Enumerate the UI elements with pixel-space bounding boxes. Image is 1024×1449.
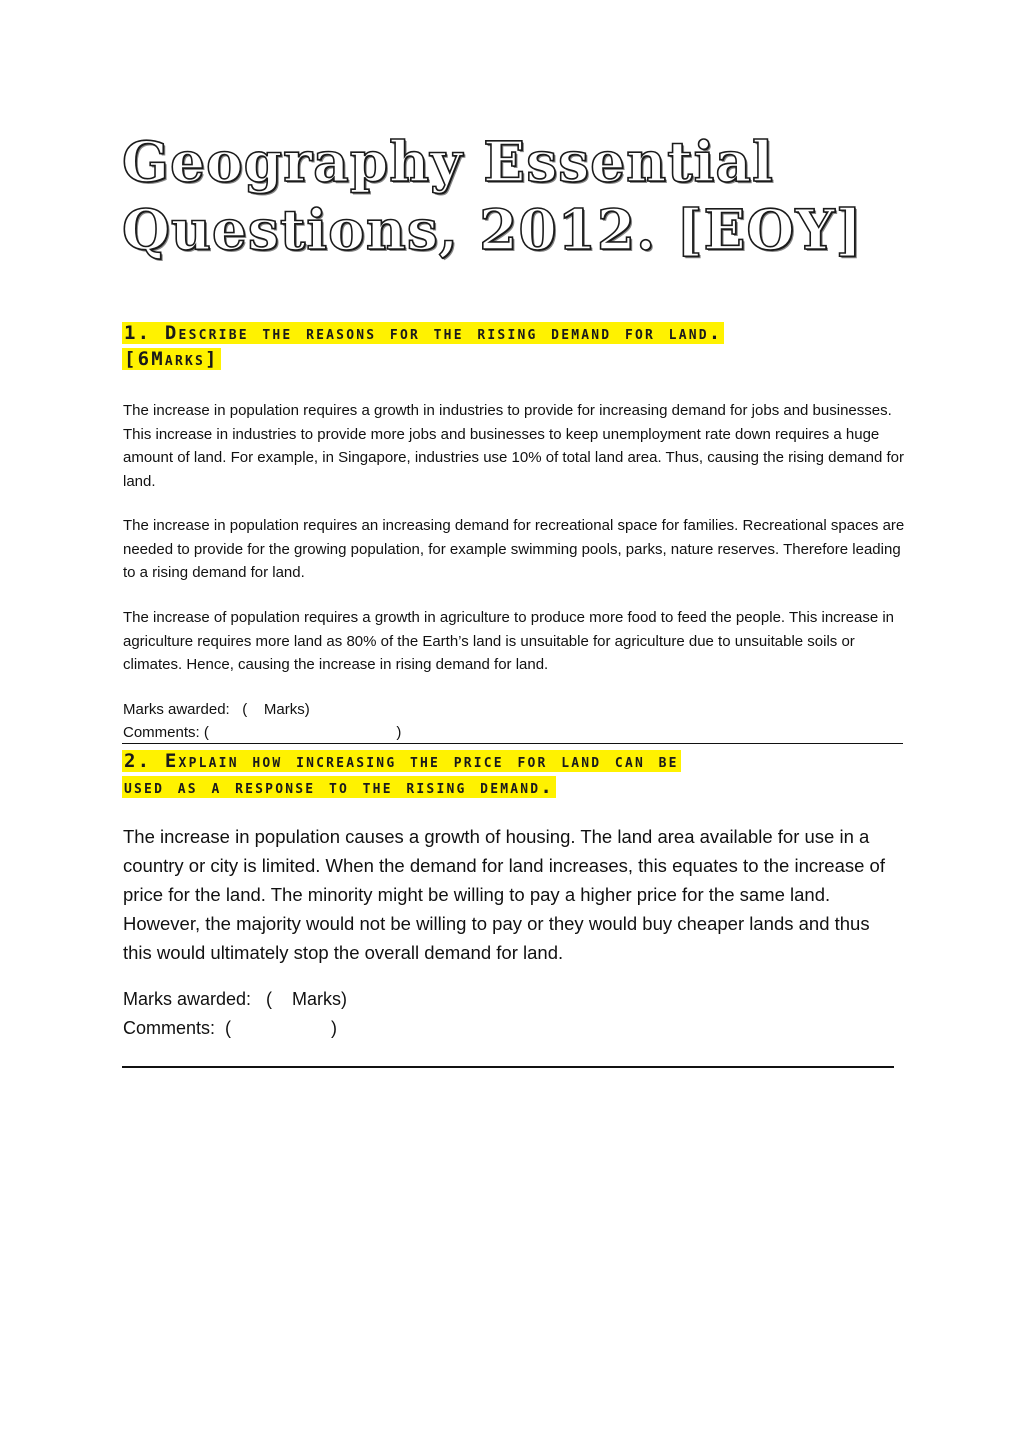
question-1-answer-paragraph-2: The increase in population requires an increasing demand for recreational space for families. Recreational spaces are needed to provide for the growing population, for example swimming pools, parks, nature reserves. Therefore leading to a rising demand for land. [123, 517, 905, 581]
section-divider-2 [122, 1066, 894, 1068]
question-1-answer-paragraph-1: The increase in population requires a growth in industries to provide for increasing demand for jobs and businesses. This increase in industries to provide more jobs and businesses to keep unemployment rate down requires a huge amount of land. For example, in Singapore, industries use 10% of total land area. Thus, causing the rising demand for land. [123, 402, 905, 490]
question-2-heading-line-2: used as a response to the rising demand. [124, 776, 554, 798]
question-1-marks-awarded: Marks awarded: ( Marks) [123, 701, 310, 718]
question-2-heading-line-1: 2. Explain how increasing the price for land can be [124, 750, 679, 772]
question-1-answer-paragraph-3: The increase of population requires a growth in agriculture to produce more food to feed the people. This increase in agriculture requires more land as 80% of the Earth’s land is unsuitable for agriculture due to unsuitable soils or climates. Hence, causing the increase in rising demand for land. [123, 609, 895, 673]
title-line-2: Questions, 2012. [EOY] [122, 197, 863, 262]
title-line-1: Geography Essential [122, 129, 774, 194]
question-2-comments: Comments: ( ) [123, 1018, 338, 1038]
question-2-answer: The increase in population causes a growth of housing. The land area available for use in a country or city is limited. When the demand for land increases, this equates to the increase of price for the land. The minority might be willing to pay a higher price for the same land. However, the majority would not be willing to pay or they would buy cheaper lands and thus this would ultimately stop the overall demand for land. [123, 826, 885, 963]
question-1-heading [122, 320, 912, 372]
page-title [122, 128, 922, 264]
section-divider-1 [122, 743, 903, 744]
question-1-heading-line-2: [6Marks] [124, 348, 219, 370]
question-1-heading-line-1: 1. Describe the reasons for the rising demand for land. [124, 322, 723, 344]
question-2-marks-awarded: Marks awarded: ( Marks) [123, 989, 348, 1009]
question-2-heading [122, 748, 862, 800]
question-1-comments: Comments: ( ) [123, 724, 402, 741]
